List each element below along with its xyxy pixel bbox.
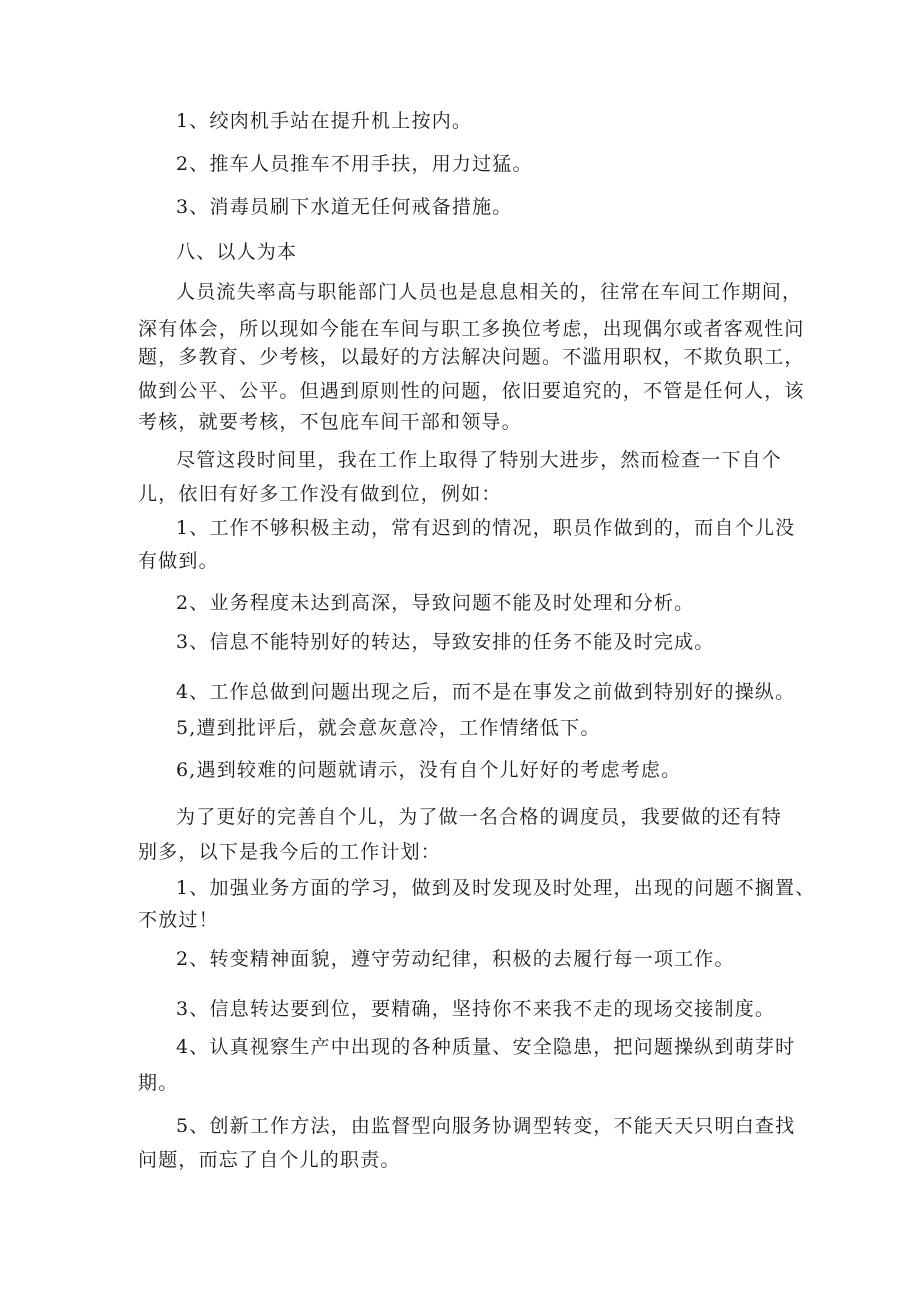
list-item-2: 2、推车人员推车不用手扶，用力过猛。 bbox=[176, 153, 533, 175]
paragraph-line: 题，多教育、少考核，以最好的方法解决问题。不滥用职权，不欺负职工， bbox=[138, 346, 805, 368]
list-item: 3、信息不能特别好的转达，导致安排的任务不能及时完成。 bbox=[176, 631, 715, 653]
list-item: 2、业务程度未达到高深，导致问题不能及时处理和分析。 bbox=[176, 592, 695, 614]
list-item: 2、转变精神面貌，遵守劳动纪律，积极的去履行每一项工作。 bbox=[176, 948, 735, 970]
list-item-continuation: 问题，而忘了自个儿的职责。 bbox=[138, 1149, 401, 1171]
list-item: 6,遇到较难的问题就请示，没有自个儿好好的考虑考虑。 bbox=[176, 759, 682, 781]
list-item-1: 1、绞肉机手站在提升机上按内。 bbox=[176, 110, 473, 132]
list-item-3: 3、消毒员刷下水道无任何戒备措施。 bbox=[176, 196, 513, 218]
list-item: 4、认真视察生产中出现的各种质量、安全隐患，把问题操纵到萌芽时 bbox=[176, 1036, 796, 1058]
paragraph-line: 做到公平、公平。但遇到原则性的问题，依旧要追究的，不管是任何人，该 bbox=[138, 380, 805, 402]
list-item: 3、信息转达要到位，要精确，坚持你不来我不走的现场交接制度。 bbox=[176, 998, 776, 1020]
paragraph-line: 尽管这段时间里，我在工作上取得了特别大进步，然而检查一下自个 bbox=[176, 449, 783, 471]
list-item: 5、创新工作方法，由监督型向服务协调型转变，不能天天只明白查找 bbox=[176, 1115, 796, 1137]
paragraph-line: 考核，就要考核，不包庇车间干部和领导。 bbox=[138, 411, 522, 433]
list-item: 5,遭到批评后，就会意灰意冷，工作情绪低下。 bbox=[176, 717, 601, 739]
paragraph-line: 为了更好的完善自个儿，为了做一名合格的调度员，我要做的还有特 bbox=[176, 806, 783, 828]
list-item: 1、工作不够积极主动，常有迟到的情况，职员作做到的，而自个儿没 bbox=[176, 517, 796, 539]
paragraph-line: 深有体会，所以现如今能在车间与职工多换位考虑，出现偶尔或者客观性问 bbox=[138, 318, 805, 340]
paragraph-line: 别多，以下是我今后的工作计划： bbox=[138, 841, 442, 863]
list-item-continuation: 期。 bbox=[138, 1072, 179, 1094]
paragraph-line: 儿，依旧有好多工作没有做到位，例如： bbox=[138, 483, 502, 505]
section-heading: 八、以人为本 bbox=[176, 241, 298, 263]
list-item: 1、加强业务方面的学习，做到及时发现及时处理，出现的问题不搁置、 bbox=[176, 877, 816, 899]
paragraph-line: 人员流失率高与职能部门人员也是息息相关的，往常在车间工作期间， bbox=[176, 281, 803, 303]
list-item: 4、工作总做到问题出现之后，而不是在事发之前做到特别好的操纵。 bbox=[176, 681, 796, 703]
list-item-continuation: 不放过！ bbox=[138, 909, 219, 931]
list-item-continuation: 有做到。 bbox=[138, 550, 219, 572]
